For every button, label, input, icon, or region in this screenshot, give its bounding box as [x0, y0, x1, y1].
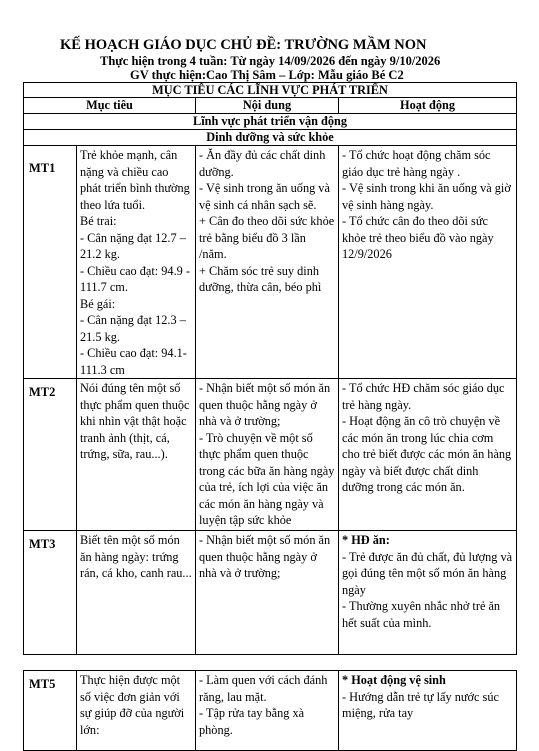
table-row [24, 531, 517, 655]
activity-text: - Hướng dẫn trẻ tự lấy nước súc miệng, rửa tay [342, 689, 499, 720]
content-text: - Nhận biết một số món ăn quen thuộc hằng ngày ở nhà và ở trường; [199, 381, 331, 428]
table-row [24, 379, 517, 531]
plan-table [23, 82, 517, 655]
content-text: + Chăm sóc trẻ suy dinh dưỡng, thừa cân, béo phì [199, 263, 322, 294]
activity-text: - Tổ chức cân đo theo dõi sức khỏe trẻ theo biểu đồ vào ngày 12/9/2026 [342, 214, 494, 261]
goal-text: Bé trai: [80, 214, 117, 228]
teacher-line: GV thực hiện:Cao Thị Sâm – Lớp: Mẫu giáo Bé C2 [130, 68, 404, 82]
activity-cell [339, 531, 517, 655]
activity-text: - Vệ sinh trong khi ăn uống và giờ vệ sinh hàng ngày. [342, 181, 511, 212]
content-text: - Tập rửa tay bằng xà phòng. [199, 706, 305, 737]
period-line: Thực hiện trong 4 tuần: Từ ngày 14/09/2026 đến ngày 9/10/2026 [100, 54, 441, 68]
goal-text: - Chiều cao đạt: 94.9 - 111.7 cm. [80, 263, 190, 294]
goal-cell [77, 146, 196, 379]
subsection-heading: Dinh dưỡng và sức khỏe [24, 130, 517, 146]
content-text: - Vệ sinh trong ăn uống và vệ sinh cá nhân sạch sẽ. [199, 181, 330, 212]
row-id: MT2 [24, 379, 77, 531]
goal-cell [77, 531, 196, 655]
table-title: MỤC TIÊU CÁC LĨNH VỰC PHÁT TRIỂN [24, 83, 517, 98]
table-row [24, 146, 517, 379]
content-text: - Làm quen với cách đánh răng, lau mặt. [199, 673, 328, 704]
goal-cell [77, 671, 196, 751]
page-title: KẾ HOẠCH GIÁO DỤC CHỦ ĐỀ: TRƯỜNG MẦM NON [60, 37, 427, 53]
goal-text: Biết tên một số món ăn hàng ngày: trứng rán, cá kho, canh rau... [80, 533, 192, 580]
activity-heading: * HĐ ăn: [342, 533, 390, 547]
content-cell [196, 146, 339, 379]
goal-text: - Cân nặng đạt 12.3 – 21.5 kg. [80, 313, 186, 344]
content-text: - Ăn đầy đủ các chất dinh dưỡng. [199, 148, 326, 179]
goal-text: - Chiều cao đạt: 94.1- 111.3 cm [80, 346, 187, 377]
plan-table-continued [23, 670, 517, 751]
content-cell [196, 379, 339, 531]
activity-text: - Trẻ được ăn đủ chất, đủ lượng và gọi đúng tên một số món ăn hàng ngày [342, 549, 513, 597]
goal-text: Trẻ khỏe mạnh, cân nặng và chiều cao phát triển bình thường theo lứa tuổi. [80, 148, 190, 212]
activity-text: - Thường xuyên nhắc nhở trẻ ăn hết suất của mình. [342, 599, 501, 630]
content-text: - Nhận biết một số món ăn quen thuộc hằng ngày ở nhà và ở trường; [199, 533, 331, 580]
goal-text: - Cân nặng đạt 12.7 – 21.2 kg. [80, 230, 186, 261]
table-row [24, 671, 517, 751]
section-heading: Lĩnh vực phát triển vận động [24, 114, 517, 130]
content-cell [196, 531, 339, 655]
column-header-goal: Mục tiêu [24, 98, 196, 114]
row-id: MT1 [24, 146, 77, 379]
column-header-content: Nội dung [196, 98, 339, 114]
goal-text: Thực hiện được một số việc đơn giản với sự giúp đỡ của người lớn: [80, 673, 185, 737]
content-text: + Cân đo theo dõi sức khỏe trẻ bằng biểu đồ 3 lần /năm. [199, 214, 335, 261]
goal-text: Nói đúng tên một số thực phẩm quen thuộc khi nhìn vật thật hoặc tranh ảnh (thịt, cá, trứng, sữa, rau...). [80, 381, 190, 461]
goal-cell [77, 379, 196, 531]
content-cell [196, 671, 339, 751]
column-header-activity: Hoạt động [339, 98, 517, 114]
activity-cell [339, 671, 517, 751]
row-id: MT3 [24, 531, 77, 655]
content-text: - Trò chuyện về một số thực phẩm quen thuộc trong các bữa ăn hàng ngày của trẻ, ích lợi của việc ăn các món ăn hàng ngày và luyện tập sức khỏe [199, 430, 335, 527]
row-id: MT5 [24, 671, 77, 751]
activity-text: - Tổ chức HĐ chăm sóc giáo dục trẻ hàng ngày. [342, 381, 505, 412]
activity-text: - Hoạt động ăn cô trò chuyện về các món ăn trong lúc chia cơm cho trẻ biết được các món ăn hàng ngày và biết được chất dinh dưỡng trong các món ăn. [342, 414, 512, 494]
activity-cell [339, 146, 517, 379]
activity-cell [339, 379, 517, 531]
activity-text: - Tổ chức hoạt động chăm sóc giáo dục trẻ hàng ngày . [342, 148, 491, 179]
goal-text: Bé gái: [80, 296, 116, 311]
activity-heading: * Hoạt động vệ sinh [342, 673, 446, 687]
